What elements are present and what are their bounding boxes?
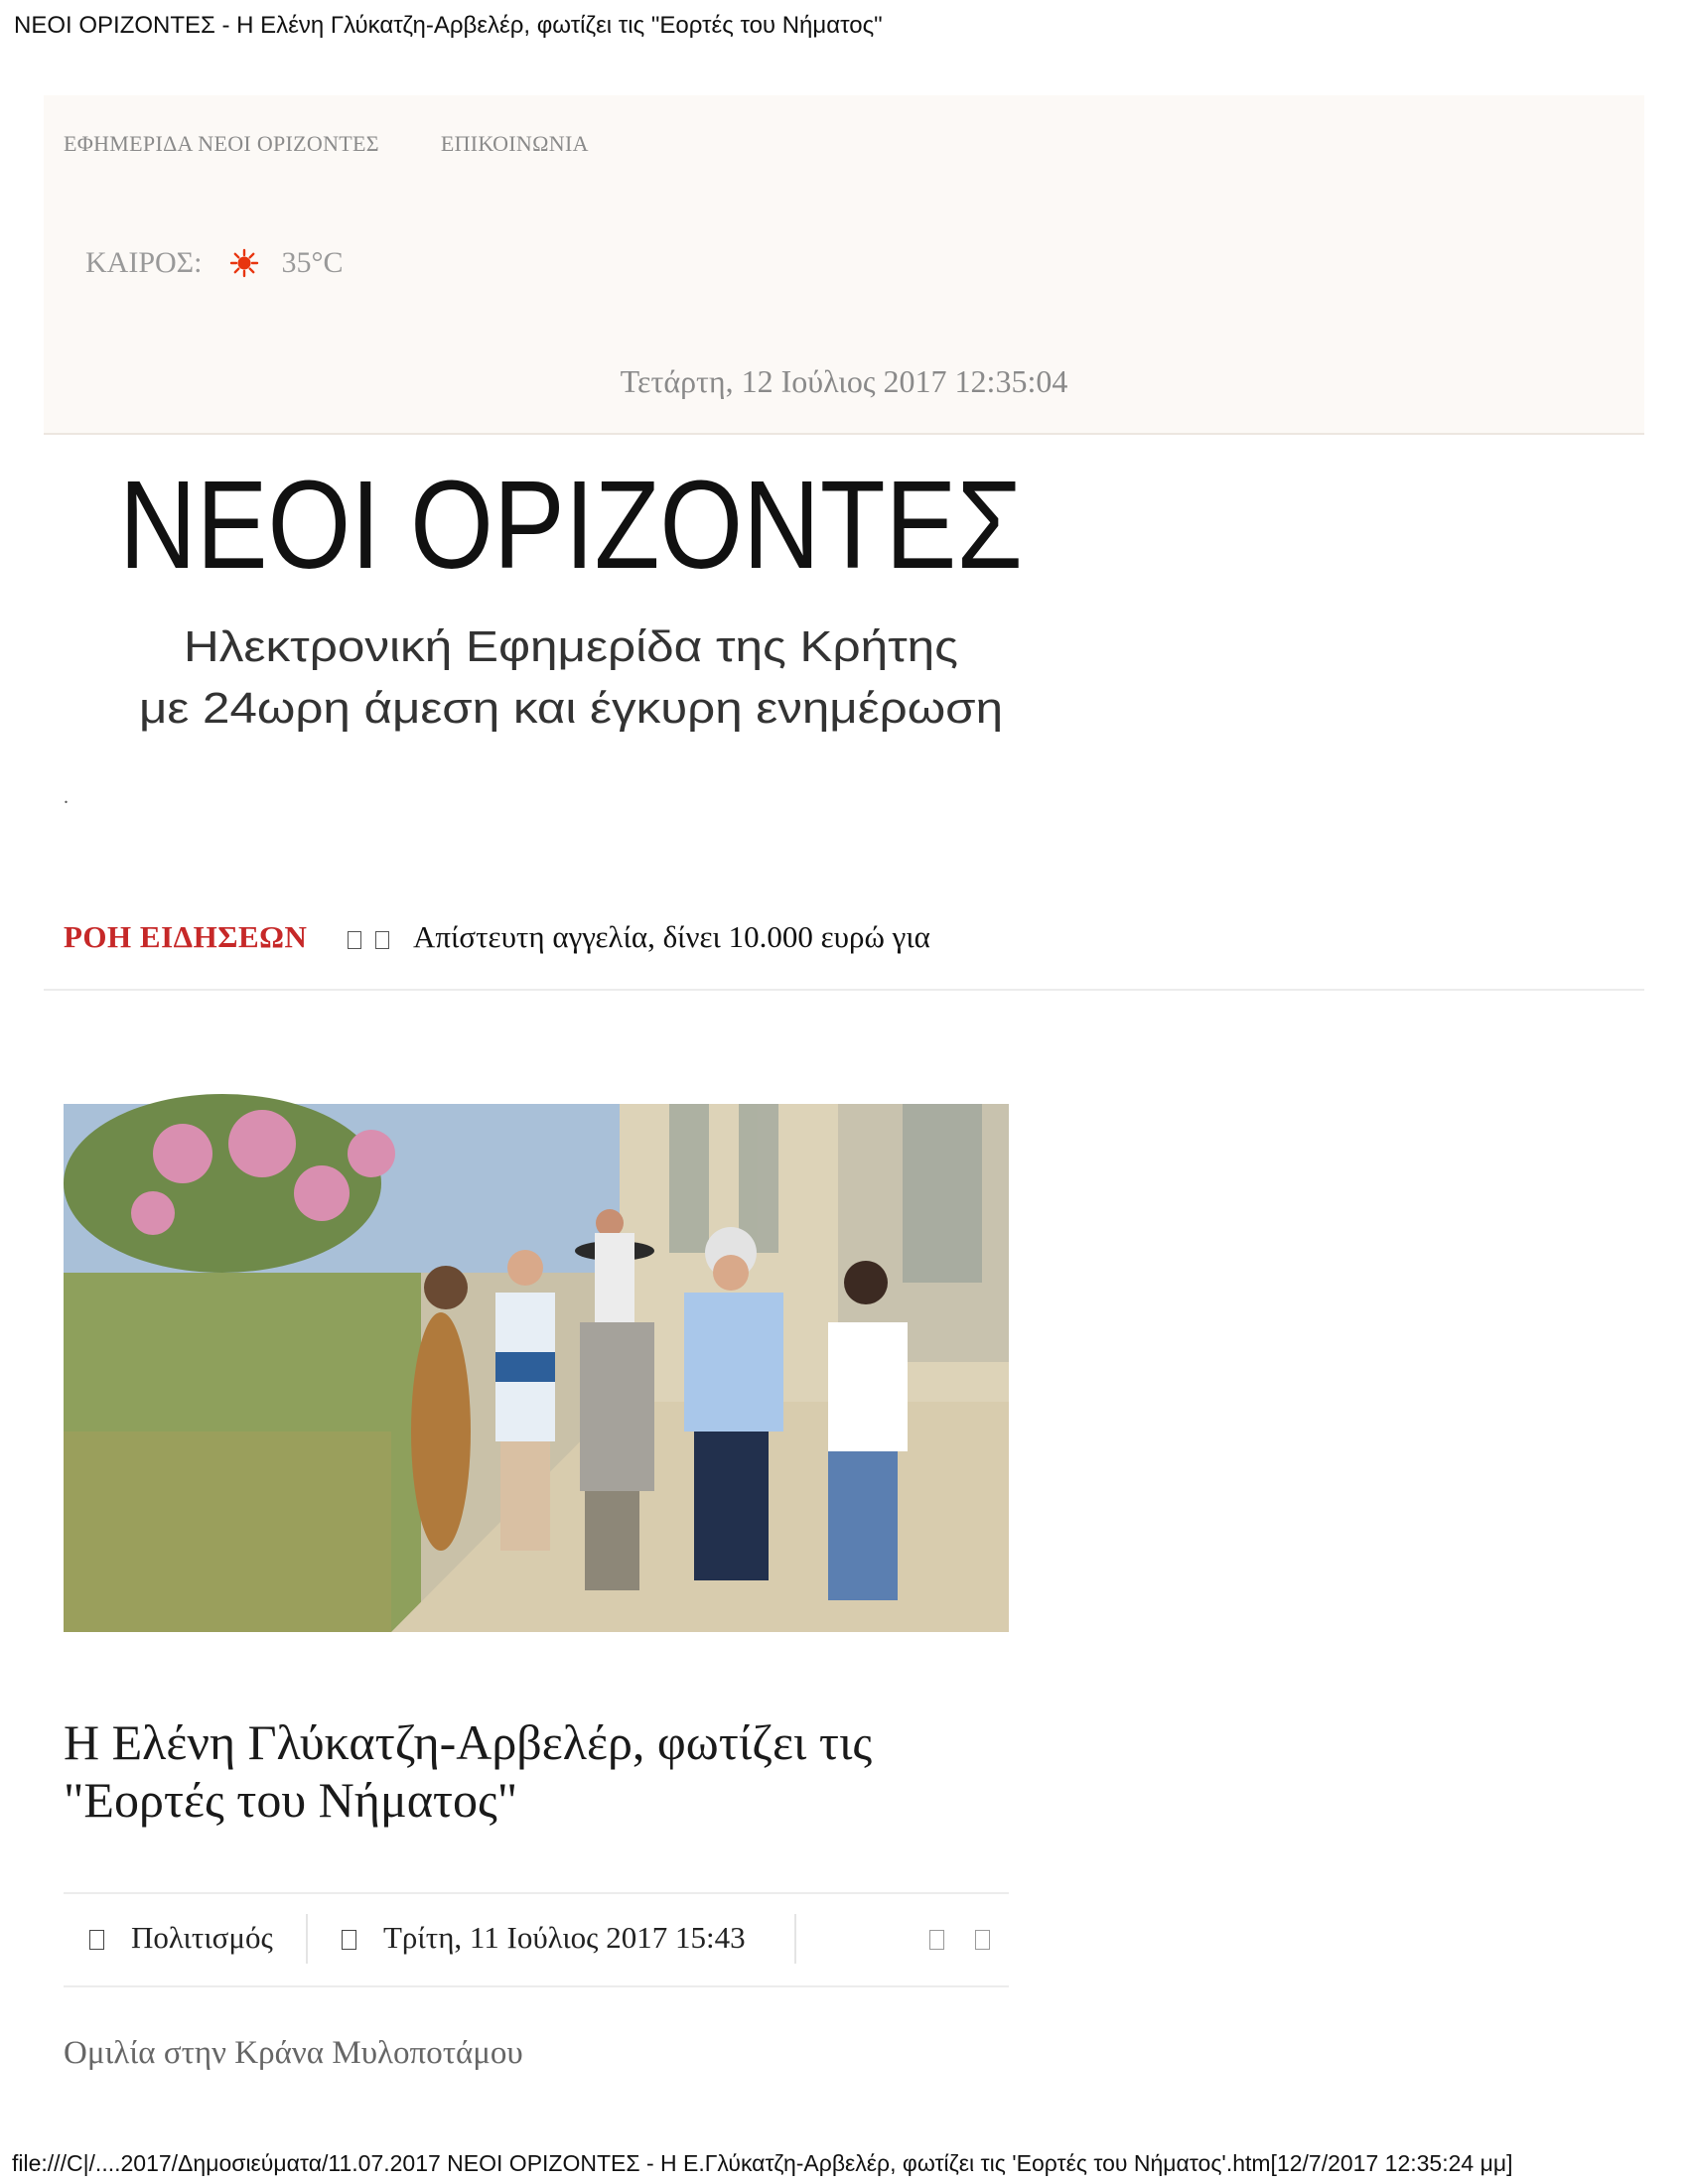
article-headline: Η Ελένη Γλύκατζη-Αρβελέρ, φωτίζει τις "Εορτές του Νήματος" [64,1714,873,1828]
top-nav [64,131,589,157]
logo-title: ΝΕΟΙ ΟΡΙΖΟΝΤΕΣ [119,455,1023,595]
logo-dot: . [64,786,69,808]
sun-icon [229,248,259,278]
article-date: Τρίτη, 11 Ιούλιος 2017 15:43 [383,1920,746,1955]
share-facebook-icon[interactable] [929,1930,944,1950]
folder-icon [89,1930,104,1950]
article-lead: Ομιλία στην Κράνα Μυλοποτάμου [64,2035,523,2071]
ticker-label: ΡΟΗ ΕΙΔΗΣΕΩΝ [64,919,308,954]
meta-divider [306,1914,308,1964]
print-page-title: ΝΕΟΙ ΟΡΙΖΟΝΤΕΣ - Η Ελένη Γλύκατζη-Αρβελέρ, φωτίζει τις "Εορτές του Νήματος" [14,12,883,39]
ticker-headline-link[interactable]: Απίστευτη αγγελία, δίνει 10.000 ευρώ για [413,919,930,954]
print-page-footer: file:///C|/....2017/Δημοσιεύματα/11.07.2017 ΝΕΟΙ ΟΡΙΖΟΝΤΕΣ - Η Ε.Γλύκατζη-Αρβελέρ, φωτίζει τις 'Εορτές του Νήματος'.htm[12/7/2017 12:35:24 μμ] [12,2150,1513,2176]
calendar-icon [342,1930,356,1950]
weather-widget [85,246,343,280]
ticker-controls [348,931,389,949]
share-twitter-icon[interactable] [975,1930,990,1950]
logo-tagline-2: με 24ωρη άμεση και έγκυρη ενημέρωση [139,684,1003,733]
meta-divider [794,1914,796,1964]
current-datetime: Τετάρτη, 12 Ιούλιος 2017 12:35:04 [620,363,1068,399]
article-meta-bar [64,1892,1009,1987]
site-logo[interactable] [109,457,1043,745]
nav-link-contact[interactable]: ΕΠΙΚΟΙΝΩΝΙΑ [440,131,589,156]
ticker-next-icon[interactable] [375,931,389,949]
article-category-link[interactable]: Πολιτισμός [131,1920,273,1955]
weather-temperature: 35°C [281,246,344,279]
ticker-prev-icon[interactable] [348,931,361,949]
logo-tagline-1: Ηλεκτρονική Εφημερίδα της Κρήτης [184,622,958,671]
site-header [44,95,1644,435]
news-ticker [44,905,1644,991]
weather-label: ΚΑΙΡΟΣ: [85,246,203,279]
nav-link-newspaper[interactable]: ΕΦΗΜΕΡΙΔΑ ΝΕΟΙ ΟΡΙΖΟΝΤΕΣ [64,131,379,156]
article-photo [64,1104,1009,1632]
